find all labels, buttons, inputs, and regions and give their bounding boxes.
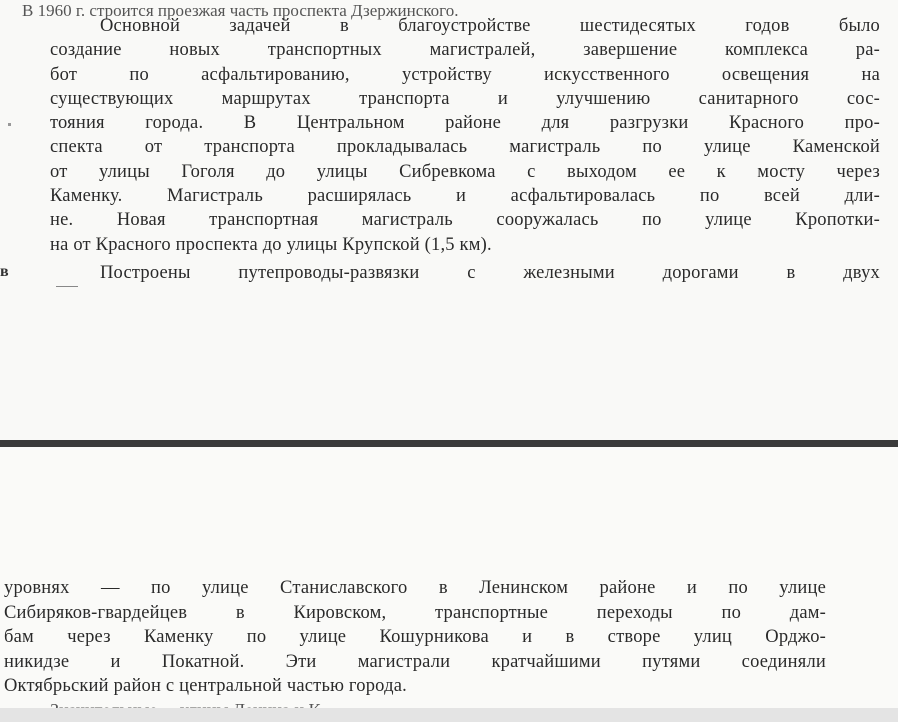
paragraph-line: бот по асфальтированию, устройству искусственного освещения на — [50, 64, 880, 85]
margin-dash-mark — [56, 286, 78, 287]
paragraph-line: Октябрьский район с центральной частью города. — [4, 676, 407, 696]
cropped-top-line: В 1960 г. строится проезжая часть проспекта Дзержинского. — [22, 1, 459, 20]
paragraph-line: существующих маршрутах транспорта и улучшению санитарного сос- — [50, 88, 880, 109]
margin-letter: в — [0, 263, 9, 280]
paragraph-line: Построены путепроводы-развязки с железными дорогами в двух — [100, 263, 880, 283]
paragraph-line: никидзе и Покатной. Эти магистрали кратчайшими путями соединяли — [4, 651, 826, 672]
paragraph-1 — [50, 14, 880, 257]
page-separator — [0, 440, 898, 447]
paragraph-line: от улицы Гоголя до улицы Сибревкома с выходом ее к мосту через — [50, 161, 880, 182]
paragraph-line: бам через Каменку по улице Кошурникова и в створе улиц Орджо- — [4, 627, 826, 647]
paragraph-line: Сибиряков-гвардейцев в Кировском, транспортные переходы по дам- — [4, 602, 826, 623]
paragraph-line: не. Новая транспортная магистраль сооружалась по улице Кропотки- — [50, 210, 880, 231]
paragraph-line: Каменку. Магистраль расширялась и асфальтировалась по всей дли- — [50, 186, 880, 207]
paragraph-line: тояния города. В Центральном районе для разгрузки Красного про- — [50, 113, 880, 134]
paragraph-line: уровнях — по улице Станиславского в Ленинском районе и по улице — [4, 578, 826, 598]
paragraph-line: Основной задачей в благоустройстве шестидесятых годов было — [100, 16, 880, 36]
margin-speck — [8, 123, 11, 126]
paragraph-line: спекта от транспорта прокладывалась магистраль по улице Каменской — [50, 137, 880, 158]
paragraph-line: создание новых транспортных магистралей, завершение комплекса ра- — [50, 40, 880, 61]
paragraph-3 — [4, 576, 826, 699]
viewer-bottom-bar — [0, 708, 898, 722]
paragraph-2 — [50, 261, 880, 285]
paragraph-line: на от Красного проспекта до улицы Крупской (1,5 км). — [50, 234, 492, 255]
cropped-bottom-line — [50, 700, 750, 708]
